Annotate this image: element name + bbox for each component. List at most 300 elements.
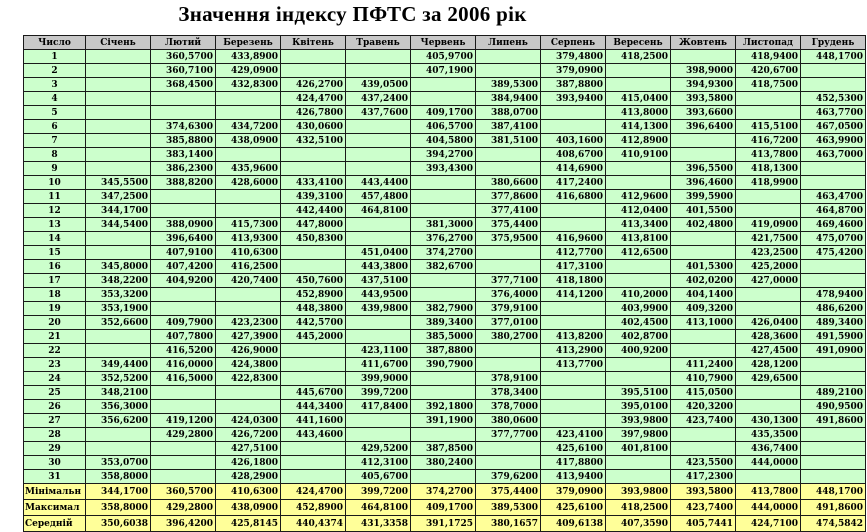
index-value-cell: 392,1800 bbox=[411, 400, 476, 414]
index-value-cell: 377,7700 bbox=[476, 428, 541, 442]
index-value-cell: 380,1657 bbox=[476, 516, 541, 532]
index-value-cell bbox=[541, 120, 606, 134]
index-value-cell: 428,6000 bbox=[216, 176, 281, 190]
index-value-cell: 350,6038 bbox=[86, 516, 151, 532]
index-value-cell: 439,9800 bbox=[346, 302, 411, 316]
index-value-cell bbox=[476, 64, 541, 78]
index-value-cell bbox=[216, 106, 281, 120]
day-number: 17 bbox=[24, 274, 86, 288]
table-row bbox=[24, 92, 866, 106]
index-value-cell: 353,0700 bbox=[86, 456, 151, 470]
index-value-cell: 443,4600 bbox=[281, 428, 346, 442]
index-value-cell bbox=[151, 386, 216, 400]
index-value-cell: 415,0400 bbox=[606, 92, 671, 106]
index-value-cell: 489,2100 bbox=[801, 386, 866, 400]
index-value-cell: 418,9400 bbox=[736, 50, 801, 64]
index-value-cell bbox=[801, 78, 866, 92]
index-value-cell: 410,6300 bbox=[216, 484, 281, 500]
index-value-cell bbox=[801, 428, 866, 442]
index-value-cell: 443,9500 bbox=[346, 288, 411, 302]
index-value-cell: 413,1000 bbox=[671, 316, 736, 330]
column-header-month: Вересень bbox=[606, 36, 671, 50]
index-value-cell: 426,7200 bbox=[216, 428, 281, 442]
index-value-cell bbox=[606, 456, 671, 470]
index-value-cell: 396,5500 bbox=[671, 162, 736, 176]
index-value-cell: 474,5842 bbox=[801, 516, 866, 532]
index-value-cell: 490,9500 bbox=[801, 400, 866, 414]
index-value-cell: 428,3600 bbox=[736, 330, 801, 344]
index-value-cell: 402,0200 bbox=[671, 274, 736, 288]
index-value-cell bbox=[801, 372, 866, 386]
index-value-cell bbox=[736, 386, 801, 400]
index-value-cell bbox=[216, 302, 281, 316]
index-value-cell: 425,2000 bbox=[736, 260, 801, 274]
index-value-cell: 388,8200 bbox=[151, 176, 216, 190]
index-value-cell: 381,3000 bbox=[411, 218, 476, 232]
day-number: 11 bbox=[24, 190, 86, 204]
document-title: Значення індексу ПФТС за 2006 рік bbox=[178, 2, 527, 26]
index-value-cell: 375,4400 bbox=[476, 218, 541, 232]
index-value-cell: 379,6200 bbox=[476, 470, 541, 484]
index-value-cell bbox=[281, 246, 346, 260]
table-row bbox=[24, 50, 866, 64]
index-value-cell: 409,1700 bbox=[411, 500, 476, 516]
index-value-cell: 403,1600 bbox=[541, 134, 606, 148]
index-value-cell bbox=[541, 204, 606, 218]
index-value-cell: 348,2200 bbox=[86, 274, 151, 288]
index-value-cell: 419,0900 bbox=[736, 218, 801, 232]
index-value-cell: 379,4800 bbox=[541, 50, 606, 64]
pfts-index-table bbox=[23, 35, 866, 532]
table-row bbox=[24, 64, 866, 78]
index-value-cell bbox=[801, 442, 866, 456]
index-value-cell: 348,2100 bbox=[86, 386, 151, 400]
index-value-cell: 397,9800 bbox=[606, 428, 671, 442]
index-value-cell: 388,0900 bbox=[151, 218, 216, 232]
index-value-cell bbox=[411, 372, 476, 386]
index-value-cell: 411,2400 bbox=[671, 358, 736, 372]
index-value-cell: 438,0900 bbox=[216, 500, 281, 516]
index-value-cell bbox=[86, 232, 151, 246]
day-number: 2 bbox=[24, 64, 86, 78]
index-value-cell: 427,0000 bbox=[736, 274, 801, 288]
index-value-cell: 384,9400 bbox=[476, 92, 541, 106]
day-number: 30 bbox=[24, 456, 86, 470]
index-value-cell bbox=[151, 204, 216, 218]
index-value-cell: 448,1700 bbox=[801, 50, 866, 64]
table-row bbox=[24, 470, 866, 484]
day-number: 9 bbox=[24, 162, 86, 176]
column-header-month: Серпень bbox=[541, 36, 606, 50]
index-value-cell: 469,4600 bbox=[801, 218, 866, 232]
index-value-cell: 356,6200 bbox=[86, 414, 151, 428]
index-value-cell: 428,2900 bbox=[216, 470, 281, 484]
index-value-cell: 467,0500 bbox=[801, 120, 866, 134]
index-value-cell: 429,0900 bbox=[216, 64, 281, 78]
index-value-cell: 358,8000 bbox=[86, 500, 151, 516]
index-value-cell bbox=[736, 106, 801, 120]
index-value-cell: 486,6200 bbox=[801, 302, 866, 316]
index-value-cell bbox=[86, 246, 151, 260]
table-row bbox=[24, 330, 866, 344]
index-value-cell bbox=[216, 190, 281, 204]
index-value-cell: 413,9300 bbox=[216, 232, 281, 246]
index-value-cell bbox=[346, 120, 411, 134]
index-value-cell bbox=[346, 64, 411, 78]
index-value-cell: 463,7700 bbox=[801, 106, 866, 120]
index-value-cell bbox=[216, 92, 281, 106]
column-header-day: Число bbox=[24, 36, 86, 50]
index-value-cell: 437,5100 bbox=[346, 274, 411, 288]
table-row bbox=[24, 246, 866, 260]
index-value-cell bbox=[346, 50, 411, 64]
index-value-cell bbox=[606, 260, 671, 274]
index-value-cell: 387,8800 bbox=[411, 344, 476, 358]
index-value-cell bbox=[86, 92, 151, 106]
table-row bbox=[24, 414, 866, 428]
stat-label: Середній bbox=[24, 516, 86, 532]
index-value-cell: 491,8600 bbox=[801, 500, 866, 516]
index-value-cell: 491,8600 bbox=[801, 414, 866, 428]
index-value-cell: 387,4100 bbox=[476, 120, 541, 134]
index-value-cell: 374,2700 bbox=[411, 484, 476, 500]
column-header-month: Травень bbox=[346, 36, 411, 50]
index-value-cell: 475,4200 bbox=[801, 246, 866, 260]
index-value-cell bbox=[411, 176, 476, 190]
index-value-cell bbox=[281, 148, 346, 162]
table-row bbox=[24, 260, 866, 274]
index-value-cell: 396,6400 bbox=[151, 232, 216, 246]
index-value-cell bbox=[346, 316, 411, 330]
day-number: 20 bbox=[24, 316, 86, 330]
index-value-cell: 393,6600 bbox=[671, 106, 736, 120]
index-value-cell bbox=[151, 442, 216, 456]
index-value-cell: 360,7100 bbox=[151, 64, 216, 78]
index-value-cell bbox=[411, 190, 476, 204]
day-number: 23 bbox=[24, 358, 86, 372]
index-value-cell: 399,7200 bbox=[346, 484, 411, 500]
index-value-cell: 374,6300 bbox=[151, 120, 216, 134]
index-value-cell: 451,0400 bbox=[346, 246, 411, 260]
index-value-cell bbox=[476, 358, 541, 372]
index-value-cell bbox=[476, 246, 541, 260]
index-value-cell bbox=[476, 260, 541, 274]
index-value-cell: 445,2000 bbox=[281, 330, 346, 344]
index-value-cell bbox=[671, 428, 736, 442]
index-value-cell bbox=[541, 302, 606, 316]
index-value-cell bbox=[476, 162, 541, 176]
index-value-cell: 437,2400 bbox=[346, 92, 411, 106]
column-header-month: Квітень bbox=[281, 36, 346, 50]
index-value-cell: 412,8900 bbox=[606, 134, 671, 148]
index-value-cell: 393,9800 bbox=[606, 484, 671, 500]
index-value-cell: 464,8700 bbox=[801, 204, 866, 218]
index-value-cell bbox=[281, 64, 346, 78]
index-value-cell bbox=[476, 456, 541, 470]
index-value-cell bbox=[151, 456, 216, 470]
index-value-cell bbox=[151, 106, 216, 120]
stat-row bbox=[24, 500, 866, 516]
index-value-cell bbox=[671, 134, 736, 148]
index-value-cell: 393,5800 bbox=[671, 484, 736, 500]
index-value-cell: 387,8500 bbox=[411, 442, 476, 456]
index-value-cell: 417,2300 bbox=[671, 470, 736, 484]
index-value-cell bbox=[801, 64, 866, 78]
index-value-cell: 358,8000 bbox=[86, 470, 151, 484]
index-value-cell: 423,7400 bbox=[671, 500, 736, 516]
index-value-cell: 475,0700 bbox=[801, 232, 866, 246]
index-value-cell: 390,7900 bbox=[411, 358, 476, 372]
index-value-cell bbox=[216, 204, 281, 218]
index-value-cell bbox=[736, 400, 801, 414]
index-value-cell: 419,1200 bbox=[151, 414, 216, 428]
index-value-cell: 399,5900 bbox=[671, 190, 736, 204]
day-number: 24 bbox=[24, 372, 86, 386]
index-value-cell: 412,6500 bbox=[606, 246, 671, 260]
index-value-cell bbox=[541, 106, 606, 120]
index-value-cell: 377,7100 bbox=[476, 274, 541, 288]
stat-row bbox=[24, 516, 866, 532]
index-value-cell: 416,6800 bbox=[541, 190, 606, 204]
index-value-cell: 426,0400 bbox=[736, 316, 801, 330]
day-number: 16 bbox=[24, 260, 86, 274]
index-value-cell: 423,4100 bbox=[541, 428, 606, 442]
index-value-cell bbox=[151, 92, 216, 106]
index-value-cell: 405,9700 bbox=[411, 50, 476, 64]
day-number: 19 bbox=[24, 302, 86, 316]
index-value-cell: 412,0400 bbox=[606, 204, 671, 218]
index-value-cell: 417,8800 bbox=[541, 456, 606, 470]
index-value-cell: 418,1300 bbox=[736, 162, 801, 176]
table-row bbox=[24, 78, 866, 92]
index-value-cell: 444,3400 bbox=[281, 400, 346, 414]
index-value-cell: 412,7700 bbox=[541, 246, 606, 260]
index-value-cell: 413,8000 bbox=[606, 106, 671, 120]
index-value-cell: 448,3800 bbox=[281, 302, 346, 316]
index-value-cell: 416,0000 bbox=[151, 358, 216, 372]
index-value-cell bbox=[801, 162, 866, 176]
index-value-cell: 417,3100 bbox=[541, 260, 606, 274]
index-value-cell bbox=[86, 134, 151, 148]
index-value-cell bbox=[86, 442, 151, 456]
index-value-cell: 426,1800 bbox=[216, 456, 281, 470]
index-value-cell bbox=[86, 148, 151, 162]
index-value-cell: 425,6100 bbox=[541, 442, 606, 456]
index-value-cell bbox=[476, 344, 541, 358]
index-value-cell: 439,0500 bbox=[346, 78, 411, 92]
index-value-cell: 463,4700 bbox=[801, 190, 866, 204]
index-value-cell: 436,7400 bbox=[736, 442, 801, 456]
day-number: 12 bbox=[24, 204, 86, 218]
index-value-cell: 352,6600 bbox=[86, 316, 151, 330]
table-row bbox=[24, 316, 866, 330]
index-value-cell: 403,9900 bbox=[606, 302, 671, 316]
column-header-month: Січень bbox=[86, 36, 151, 50]
index-value-cell: 414,1300 bbox=[606, 120, 671, 134]
index-value-cell: 410,6300 bbox=[216, 246, 281, 260]
index-value-cell: 401,8100 bbox=[606, 442, 671, 456]
index-value-cell bbox=[411, 428, 476, 442]
index-value-cell: 443,4400 bbox=[346, 176, 411, 190]
index-value-cell bbox=[606, 78, 671, 92]
table-row bbox=[24, 190, 866, 204]
index-value-cell bbox=[411, 78, 476, 92]
index-value-cell: 464,8100 bbox=[346, 500, 411, 516]
day-number: 15 bbox=[24, 246, 86, 260]
index-value-cell: 416,5200 bbox=[151, 344, 216, 358]
index-value-cell: 463,7000 bbox=[801, 148, 866, 162]
index-value-cell: 413,8100 bbox=[606, 232, 671, 246]
index-value-cell: 378,9100 bbox=[476, 372, 541, 386]
index-value-cell: 418,2500 bbox=[606, 500, 671, 516]
index-value-cell: 439,3100 bbox=[281, 190, 346, 204]
index-value-cell: 389,5300 bbox=[476, 78, 541, 92]
index-value-cell: 376,2700 bbox=[411, 232, 476, 246]
table-row bbox=[24, 218, 866, 232]
index-value-cell bbox=[86, 78, 151, 92]
day-number: 21 bbox=[24, 330, 86, 344]
index-value-cell: 464,8100 bbox=[346, 204, 411, 218]
table-body bbox=[24, 50, 866, 532]
index-value-cell bbox=[476, 50, 541, 64]
index-value-cell: 347,2500 bbox=[86, 190, 151, 204]
index-value-cell: 418,7500 bbox=[736, 78, 801, 92]
index-value-cell bbox=[281, 470, 346, 484]
index-value-cell: 435,9600 bbox=[216, 162, 281, 176]
index-value-cell bbox=[216, 148, 281, 162]
index-value-cell bbox=[151, 470, 216, 484]
index-value-cell: 425,6100 bbox=[541, 500, 606, 516]
index-value-cell: 400,9200 bbox=[606, 344, 671, 358]
index-value-cell bbox=[411, 204, 476, 218]
index-value-cell bbox=[606, 358, 671, 372]
index-value-cell: 389,5300 bbox=[476, 500, 541, 516]
index-value-cell: 431,3358 bbox=[346, 516, 411, 532]
index-value-cell: 345,8000 bbox=[86, 260, 151, 274]
index-value-cell: 349,4400 bbox=[86, 358, 151, 372]
index-value-cell: 426,7800 bbox=[281, 106, 346, 120]
index-value-cell: 393,9800 bbox=[606, 414, 671, 428]
index-value-cell: 394,9300 bbox=[671, 78, 736, 92]
index-value-cell: 417,8400 bbox=[346, 400, 411, 414]
index-value-cell: 411,6700 bbox=[346, 358, 411, 372]
index-value-cell: 412,9600 bbox=[606, 190, 671, 204]
table-row bbox=[24, 344, 866, 358]
index-value-cell: 407,9100 bbox=[151, 246, 216, 260]
day-number: 8 bbox=[24, 148, 86, 162]
table-row bbox=[24, 372, 866, 386]
index-value-cell: 409,1700 bbox=[411, 106, 476, 120]
index-value-cell: 393,5800 bbox=[671, 92, 736, 106]
table-row bbox=[24, 358, 866, 372]
header-row bbox=[24, 36, 866, 50]
index-value-cell bbox=[216, 400, 281, 414]
table-row bbox=[24, 106, 866, 120]
index-value-cell: 407,3590 bbox=[606, 516, 671, 532]
index-value-cell: 421,7500 bbox=[736, 232, 801, 246]
index-value-cell: 406,5700 bbox=[411, 120, 476, 134]
index-value-cell: 393,4300 bbox=[411, 162, 476, 176]
index-value-cell: 429,2800 bbox=[151, 500, 216, 516]
index-value-cell: 442,4400 bbox=[281, 204, 346, 218]
index-value-cell: 404,9200 bbox=[151, 274, 216, 288]
index-value-cell: 391,1900 bbox=[411, 414, 476, 428]
index-value-cell bbox=[671, 330, 736, 344]
index-value-cell: 432,5100 bbox=[281, 134, 346, 148]
index-value-cell: 382,7900 bbox=[411, 302, 476, 316]
index-value-cell: 415,7300 bbox=[216, 218, 281, 232]
index-value-cell: 429,5200 bbox=[346, 442, 411, 456]
table-row bbox=[24, 386, 866, 400]
index-value-cell: 423,5500 bbox=[671, 456, 736, 470]
index-value-cell: 399,7200 bbox=[346, 386, 411, 400]
index-value-cell: 396,4600 bbox=[671, 176, 736, 190]
index-value-cell: 344,1700 bbox=[86, 204, 151, 218]
day-number: 13 bbox=[24, 218, 86, 232]
index-value-cell bbox=[736, 302, 801, 316]
index-value-cell: 393,9400 bbox=[541, 92, 606, 106]
index-value-cell: 375,4400 bbox=[476, 484, 541, 500]
index-value-cell: 380,2700 bbox=[476, 330, 541, 344]
index-value-cell: 441,1600 bbox=[281, 414, 346, 428]
index-value-cell: 360,5700 bbox=[151, 50, 216, 64]
index-value-cell: 408,6700 bbox=[541, 148, 606, 162]
index-value-cell: 445,6700 bbox=[281, 386, 346, 400]
index-value-cell: 378,7000 bbox=[476, 400, 541, 414]
table-row bbox=[24, 302, 866, 316]
index-value-cell: 478,9400 bbox=[801, 288, 866, 302]
index-value-cell: 424,3800 bbox=[216, 358, 281, 372]
table-row bbox=[24, 456, 866, 470]
index-value-cell: 444,0000 bbox=[736, 500, 801, 516]
index-value-cell bbox=[736, 92, 801, 106]
index-value-cell: 413,2900 bbox=[541, 344, 606, 358]
day-number: 3 bbox=[24, 78, 86, 92]
index-value-cell: 438,0900 bbox=[216, 134, 281, 148]
index-value-cell: 409,3200 bbox=[671, 302, 736, 316]
day-number: 7 bbox=[24, 134, 86, 148]
index-value-cell bbox=[151, 190, 216, 204]
index-value-cell bbox=[541, 372, 606, 386]
index-value-cell bbox=[671, 246, 736, 260]
index-value-cell: 385,8800 bbox=[151, 134, 216, 148]
index-value-cell bbox=[281, 456, 346, 470]
index-value-cell: 377,4100 bbox=[476, 204, 541, 218]
index-value-cell: 424,4700 bbox=[281, 92, 346, 106]
index-value-cell: 382,6700 bbox=[411, 260, 476, 274]
index-value-cell: 418,1800 bbox=[541, 274, 606, 288]
index-value-cell: 416,2500 bbox=[216, 260, 281, 274]
index-value-cell: 344,5400 bbox=[86, 218, 151, 232]
index-value-cell bbox=[346, 232, 411, 246]
day-number: 22 bbox=[24, 344, 86, 358]
index-value-cell bbox=[476, 148, 541, 162]
index-value-cell bbox=[411, 386, 476, 400]
index-value-cell: 452,8900 bbox=[281, 500, 346, 516]
index-value-cell: 430,1300 bbox=[736, 414, 801, 428]
index-value-cell bbox=[606, 372, 671, 386]
index-value-cell: 377,0100 bbox=[476, 316, 541, 330]
stat-label: Максимал bbox=[24, 500, 86, 516]
index-value-cell: 412,3100 bbox=[346, 456, 411, 470]
index-value-cell: 423,7400 bbox=[671, 414, 736, 428]
index-value-cell bbox=[281, 162, 346, 176]
index-value-cell: 386,2300 bbox=[151, 162, 216, 176]
index-value-cell: 416,7200 bbox=[736, 134, 801, 148]
index-value-cell: 450,8300 bbox=[281, 232, 346, 246]
day-number: 28 bbox=[24, 428, 86, 442]
index-value-cell: 395,5100 bbox=[606, 386, 671, 400]
